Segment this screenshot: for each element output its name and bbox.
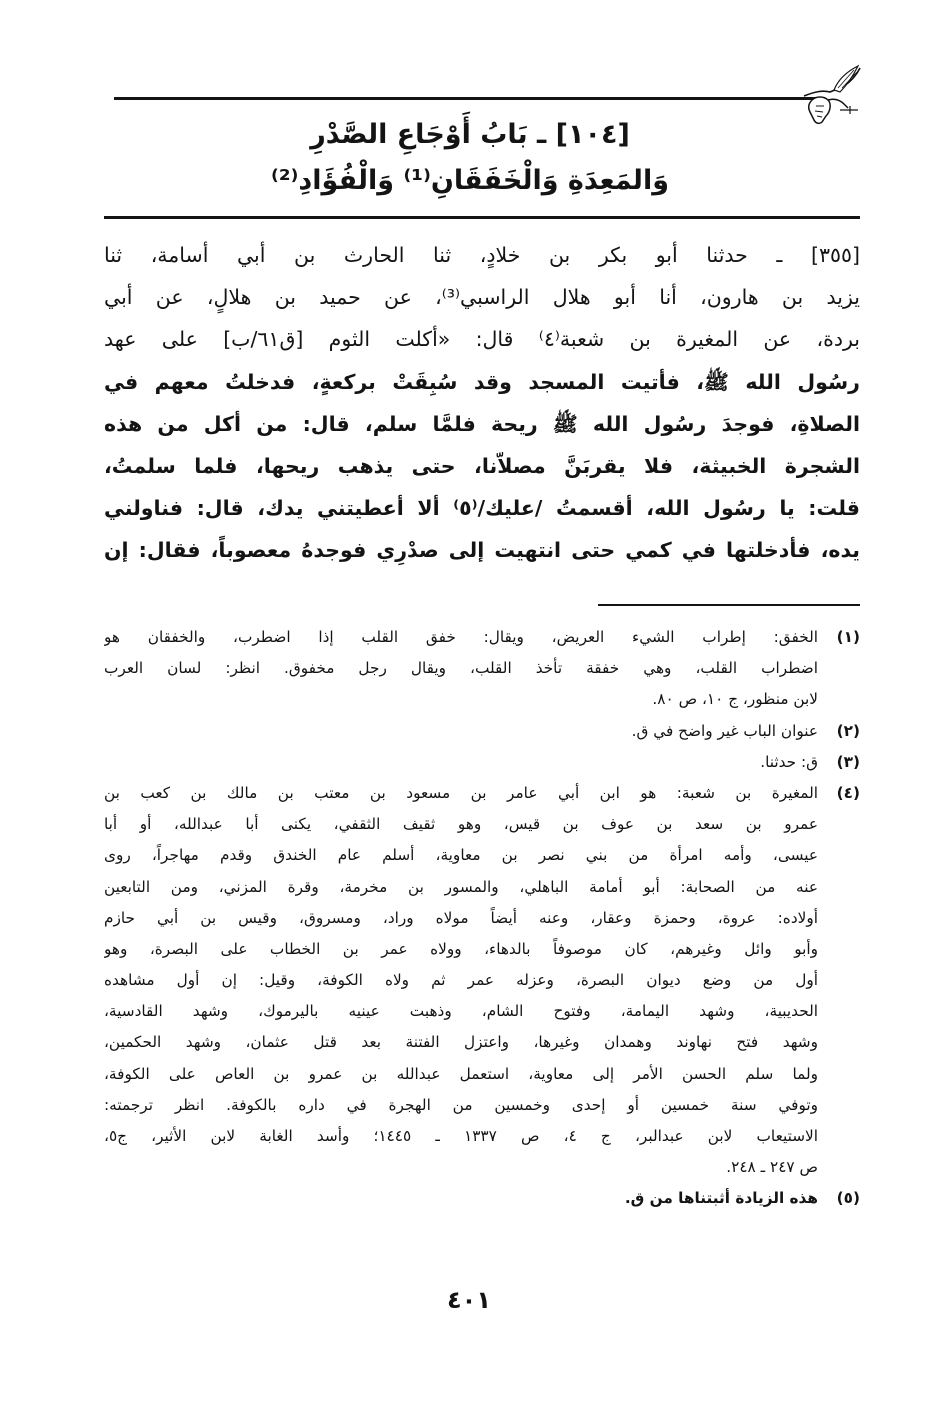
footnote-2 [104,716,860,747]
chapter-title-line-1: [١٠٤] ـ بَابُ أَوْجَاعِ الصَّدْرِ [310,119,630,150]
footnote-body [104,622,818,716]
footnote-line: عيسى، وأمه امرأة من بني نصر بن معاوية، أسلم عام الخندق وقدم مهاجراً، روى [104,846,818,865]
footnote-4 [104,778,860,1183]
chapter-title-line-2: وَالمَعِدَةِ وَالْخَفَقَانِ⁽¹⁾ وَالْفُؤَادِ⁽²⁾ [271,165,669,196]
title-rule [104,216,860,219]
footnote-number: (١) [836,628,860,646]
hadith-line: بردة، عن المغيرة بن شعبة⁽٤⁾ قال: «أكلت الثوم [ق٦١/ب] على عهد [104,327,860,352]
footnote-line: وأبو وائل وغيرهم، كان موصوفاً بالدهاء، وولاه عمر بن الخطاب على البصرة، وهو [104,939,818,958]
header-rule [114,97,818,100]
footnote-line: عنه من الصحابة: أبو أمامة الباهلي، والمسور بن مخرمة، وقرة المزني، ومن التابعين [104,877,818,896]
hadith-line: يده، فأدخلتها في كمي حتى انتهيت إلى صدْرِي فوجدهُ معصوباً، فقال: إن [104,538,860,563]
footnote-line: الخفق: إطراب الشيء العريض، ويقال: خفق القلب إذا اضطرب، والخفقان هو [104,628,818,646]
footnote-1 [104,622,860,716]
footnote-number: (٥) [836,1189,860,1208]
footnote-5 [104,1183,860,1214]
hadith-text [104,234,860,572]
hadith-line: رسُول الله ﷺ، فأتيت المسجد وقد سُبِقَتْ بركعةٍ، فدخلتُ معهم في [104,369,860,394]
footnote-line: ولما سلم الحسن الأمر إلى معاوية، استعمل عبدالله بن عمرو بن العاص على الكوفة، [104,1064,818,1083]
footnote-line: أولاده: عروة، وحمزة وعقار، وعنه أيضاً مولاه وراد، ومسروق، وقيس بن أبي حازم [104,908,818,927]
footnote-body [104,716,818,747]
hadith-line: الشجرة الخبيثة، فلا يقربَنَّ مصلاّنا، حتى يذهب ريحها، فلما سلمتُ، [104,453,860,478]
footnote-line: ص ٢٤٧ ـ ٢٤٨. [726,1158,818,1177]
hadith-line: [٣٥٥] ـ حدثنا أبو بكر بن خلادٍ، ثنا الحارث بن أبي أسامة، ثنا [104,243,860,267]
footnote-separator [598,604,860,606]
footnote-line: المغيرة بن شعبة: هو ابن أبي عامر بن مسعود بن معتب بن مالك بن كعب بن [104,783,818,802]
footnote-line: عمرو بن سعد بن عوف بن قيس، وهو ثقيف الثقفي، يكنى أبا عبدالله، أو أبا [104,815,818,834]
footnote-line: هذه الزيادة أثبتناها من ق. [624,1189,818,1208]
footnote-line: وشهد فتح نهاوند وهمدان وغيرها، واعتزل الفتنة بعد قتل عثمان، وشهد الحكمين، [104,1033,818,1052]
hadith-line: يزيد بن هارون، أنا أبو هلال الراسبي⁽³⁾، عن حميد بن هلالٍ، عن أبي [104,285,860,310]
footnote-line: الاستيعاب لابن عبدالبر، ج ٤، ص ١٣٣٧ ـ ١٤٤٥؛ وأسد الغابة لابن الأثير، ج٥، [104,1127,818,1146]
footnotes [104,622,860,1215]
page-number: ٤٠١ [447,1286,491,1314]
footnote-line: وتوفي سنة خمسين أو إحدى وخمسين من الهجرة في داره بالكوفة. انظر ترجمته: [104,1095,818,1114]
footnote-number: (٢) [836,721,860,740]
footnote-body [104,747,818,778]
footnote-3 [104,747,860,778]
hadith-line: الصلاةِ، فوجدَ رسُول الله ﷺ ريحة فلمَّا سلم، قال: من أكل من هذه [104,411,860,436]
footnote-line: اضطراب القلب، وهي خفقة تأخذ القلب، ويقال رجل مخفوق. انظر: لسان العرب [104,659,818,678]
chapter-heading [130,112,810,204]
footnote-line: ق: حدثنا. [760,752,818,771]
footnote-number: (٣) [836,752,860,771]
footnote-line: الحديبية، وشهد اليمامة، وفتوح الشام، وذهبت عينيه باليرموك، وشهد القادسية، [104,1002,818,1021]
footnote-line: لابن منظور، ج ١٠، ص ٨٠. [652,690,818,709]
footnote-line: عنوان الباب غير واضح في ق. [631,721,818,740]
footnote-body [104,778,818,1183]
footnote-number: (٤) [836,783,860,802]
footnote-body [104,1183,818,1214]
footnote-line: أول من وضع ديوان البصرة، وعزله عمر ثم ولاه الكوفة، وقيل: إن أول مشاهده [104,971,818,990]
hadith-line: قلت: يا رسُول الله، أقسمتُ /عليك/⁽٥⁾ ألا أعطيتني يدك، قال: فناولني [104,496,860,521]
